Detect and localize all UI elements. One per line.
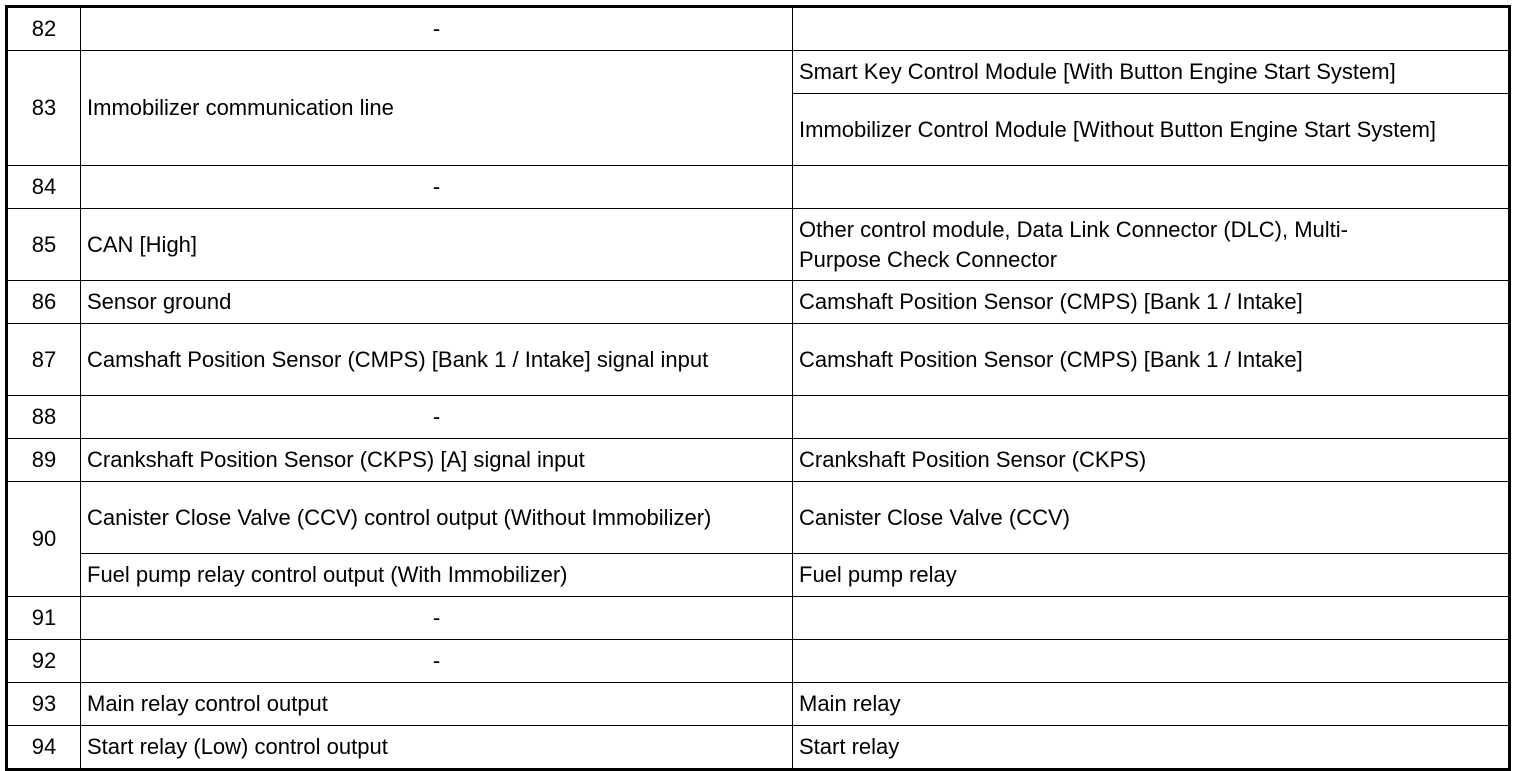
pin-description: Camshaft Position Sensor (CMPS) [Bank 1 / Intake] signal input (81, 324, 793, 396)
connected-component: Start relay (793, 726, 1510, 770)
table-row (7, 51, 1510, 94)
pin-description: CAN [High] (81, 209, 793, 281)
pin-description: - (81, 396, 793, 439)
connected-component (793, 597, 1510, 640)
pin-number: 86 (7, 281, 81, 324)
table-row (7, 439, 1510, 482)
pin-description: Sensor ground (81, 281, 793, 324)
table-row (7, 324, 1510, 396)
connected-component: Canister Close Valve (CCV) (793, 482, 1510, 554)
table-row (7, 396, 1510, 439)
table-row (7, 482, 1510, 554)
connected-component: Camshaft Position Sensor (CMPS) [Bank 1 / Intake] (793, 324, 1510, 396)
pin-number: 91 (7, 597, 81, 640)
pin-description: - (81, 640, 793, 683)
pin-description-table (5, 5, 1511, 771)
pin-number: 83 (7, 51, 81, 166)
table-row (7, 597, 1510, 640)
pin-description: Fuel pump relay control output (With Immobilizer) (81, 554, 793, 597)
table-row (7, 554, 1510, 597)
pin-description: - (81, 597, 793, 640)
pin-number: 82 (7, 7, 81, 51)
pin-description: - (81, 166, 793, 209)
connected-component: Immobilizer Control Module [Without Button Engine Start System] (793, 94, 1510, 166)
pin-number: 93 (7, 683, 81, 726)
pin-number: 92 (7, 640, 81, 683)
pin-description: Immobilizer communication line (81, 51, 793, 166)
pin-description: Main relay control output (81, 683, 793, 726)
connected-component (793, 640, 1510, 683)
table-row (7, 209, 1510, 281)
connected-component: Camshaft Position Sensor (CMPS) [Bank 1 / Intake] (793, 281, 1510, 324)
pin-number: 84 (7, 166, 81, 209)
pin-number: 89 (7, 439, 81, 482)
connected-component: Smart Key Control Module [With Button Engine Start System] (793, 51, 1510, 94)
table-row (7, 726, 1510, 770)
pin-description: Start relay (Low) control output (81, 726, 793, 770)
connected-component: Main relay (793, 683, 1510, 726)
connected-component (793, 396, 1510, 439)
table-row (7, 683, 1510, 726)
pin-number: 90 (7, 482, 81, 597)
connected-component: Crankshaft Position Sensor (CKPS) (793, 439, 1510, 482)
connected-component (793, 166, 1510, 209)
table-row (7, 640, 1510, 683)
pin-number: 87 (7, 324, 81, 396)
pin-number: 94 (7, 726, 81, 770)
table-row (7, 7, 1510, 51)
connected-component: Fuel pump relay (793, 554, 1510, 597)
pin-description: Crankshaft Position Sensor (CKPS) [A] signal input (81, 439, 793, 482)
pin-number: 88 (7, 396, 81, 439)
table-row (7, 281, 1510, 324)
pin-number: 85 (7, 209, 81, 281)
connected-component (793, 7, 1510, 51)
table-row (7, 166, 1510, 209)
pin-description: - (81, 7, 793, 51)
pin-description: Canister Close Valve (CCV) control output (Without Immobilizer) (81, 482, 793, 554)
connected-component: Other control module, Data Link Connector (DLC), Multi-Purpose Check Connector (793, 209, 1510, 281)
